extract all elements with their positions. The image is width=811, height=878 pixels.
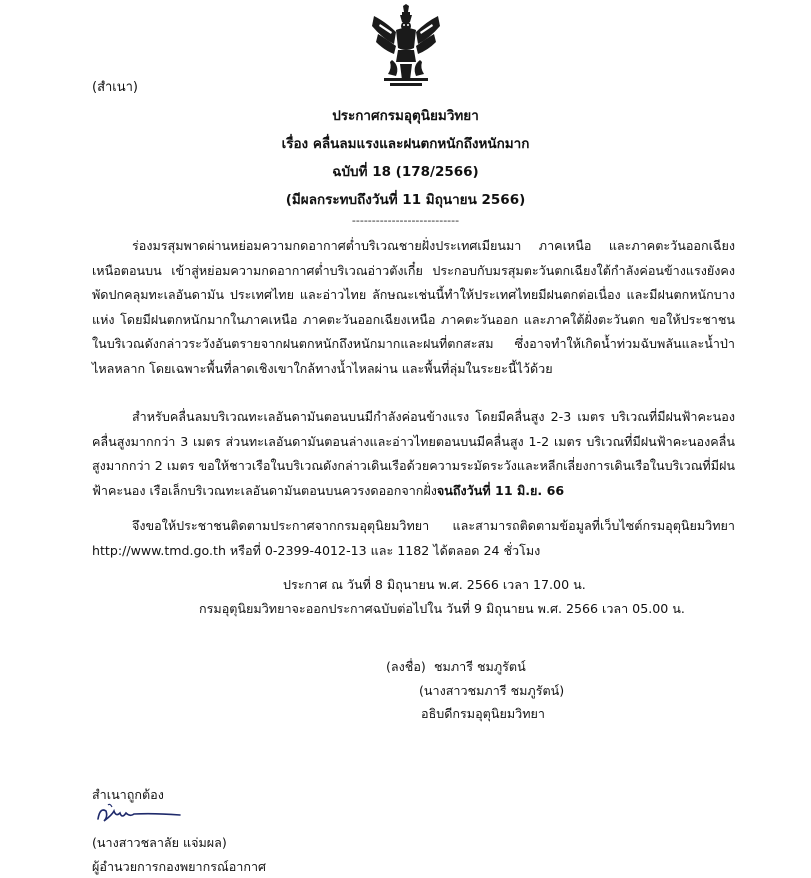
title-divider: --------------------------- bbox=[351, 214, 460, 227]
signer-full-name: (นางสาวชมภารี ชมภูรัตน์) bbox=[419, 683, 565, 698]
signature-label: (ลงชื่อ) bbox=[386, 659, 426, 674]
signature-line bbox=[386, 657, 526, 677]
paragraph-2-deadline: จนถึงวันที่ 11 มิ.ย. 66 bbox=[436, 482, 565, 498]
body-paragraph-3 bbox=[92, 514, 735, 563]
certifier-position: ผู้อำนวยการกองพยากรณ์อากาศ bbox=[92, 859, 267, 874]
announcement-effective-date: (มีผลกระทบถึงวันที่ 11 มิถุนายน 2566) bbox=[285, 192, 526, 208]
paragraph-1-text: ร่องมรสุมพาดผ่านหย่อมความกดอากาศต่ำบริเวณชายฝั่งประเทศเมียนมา ภาคเหนือ และภาคตะวันออกเฉียงเหนือตอนบน เข้าสู่หย่อมความกดอากาศต่ำบริเวณอ่าวตังเกี๋ย ประกอบกับมรสุมตะวันตกเฉียงใต้กำลังค่อนข้างแรงยังคงพัดปกคลุมทะเลอันดามัน ประเทศไทย และอ่าวไทย ลักษณะเช่นนี้ทำให้ประเทศไทยมีฝนตกต่อเนื่อง และมีฝนตกหนักบางแห่ง โดยมีฝนตกหนักมากในภาคเหนือ ภาคตะวันออกเฉียงเหนือ ภาคตะวันออก และภาคใต้ฝั่งตะวันตก ขอให้ประชาชนในบริเวณดังกล่าวระวังอันตรายจากฝนตกหนักถึงหนักมากและฝนที่ตกสะสม ซึ่งอาจทำให้เกิดน้ำท่วมฉับพลันและน้ำป่าไหลหลาก โดยเฉพาะพื้นที่ลาดเชิงเขาใกล้ทางน้ำไหลผ่าน และพื้นที่ลุ่มในระยะนี้ไว้ด้วย bbox=[92, 238, 735, 376]
garuda-emblem-icon bbox=[370, 4, 442, 88]
announcement-number: ฉบับที่ 18 (178/2566) bbox=[332, 164, 479, 180]
signer-position: อธิบดีกรมอุตุนิยมวิทยา bbox=[421, 706, 545, 721]
announcement-subject: เรื่อง คลื่นลมแรงและฝนตกหนักถึงหนักมาก bbox=[281, 136, 530, 152]
signer-name: ชมภารี ชมภูรัตน์ bbox=[434, 659, 526, 674]
handwritten-signature-icon bbox=[94, 801, 184, 827]
issued-date: ประกาศ ณ วันที่ 8 มิถุนายน พ.ศ. 2566 เวลา 17.00 น. bbox=[283, 577, 586, 592]
body-paragraph-1 bbox=[92, 234, 735, 381]
next-announcement: กรมอุตุนิยมวิทยาจะออกประกาศฉบับต่อไปใน วันที่ 9 มิถุนายน พ.ศ. 2566 เวลา 05.00 น. bbox=[199, 601, 685, 616]
announcement-title: ประกาศกรมอุตุนิยมวิทยา bbox=[332, 108, 479, 124]
body-paragraph-2 bbox=[92, 405, 735, 503]
certifier-name: (นางสาวชลาลัย แจ่มผล) bbox=[92, 835, 227, 850]
paragraph-2-text: สำหรับคลื่นลมบริเวณทะเลอันดามันตอนบนมีกำลังค่อนข้างแรง โดยมีคลื่นสูง 2-3 เมตร บริเวณที่มีฝนฟ้าคะนองคลื่นสูงมากกว่า 3 เมตร ส่วนทะเลอันดามันตอนล่างและอ่าวไทยตอนบนมีคลื่นสูง 1-2 เมตร บริเวณที่มีฝนฟ้าคะนองคลื่นสูงมากกว่า 2 เมตร ขอให้ชาวเรือในบริเวณดังกล่าวเดินเรือด้วยความระมัดระวังและหลีกเลี่ยงการเดินเรือในบริเวณที่มีฝนฟ้าคะนอง เรือเล็กบริเวณทะเลอันดามันตอนบนควรงดออกจากฝั่ง bbox=[92, 409, 735, 498]
copy-label: (สำเนา) bbox=[92, 80, 139, 95]
paragraph-3-text: จึงขอให้ประชาชนติดตามประกาศจากกรมอุตุนิยมวิทยา และสามารถติดตามข้อมูลที่เว็บไซต์กรมอุตุนิยมวิทยา http://www.tmd.go.th หรือที่ 0-2399-4012-13 และ 1182 ได้ตลอด 24 ชั่วโมง bbox=[92, 518, 735, 558]
certified-copy-label: สำเนาถูกต้อง bbox=[92, 787, 164, 802]
